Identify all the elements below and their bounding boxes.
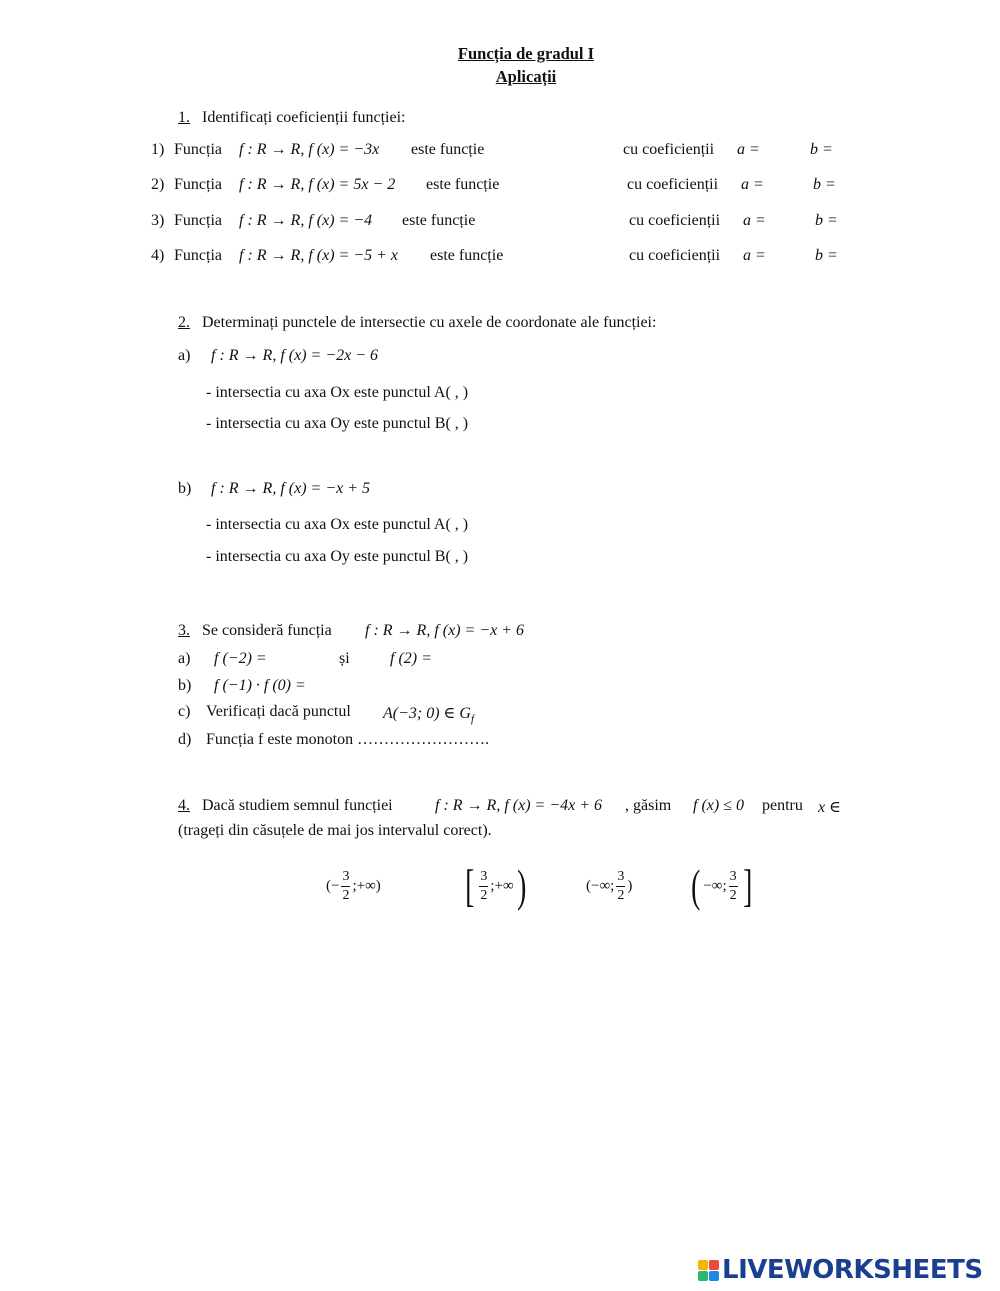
ex3-c-label: c) [178, 703, 191, 720]
ex1-row-label: Funcția [174, 247, 222, 264]
ex1-instruction: Identificați coeficienții funcției: [202, 109, 406, 126]
ex3-a-and: și [339, 650, 350, 667]
ex1-row-index: 2) [151, 176, 165, 193]
ex1-row-coef: cu coeficienții [623, 141, 715, 158]
ex4-text2: , găsim [625, 797, 672, 814]
liveworksheets-logo-icon [698, 1260, 719, 1281]
interval-fraction [616, 868, 625, 905]
ex2-part-label: b) [178, 480, 192, 497]
ex1-row-index: 1) [151, 141, 165, 158]
logo-tile [709, 1271, 719, 1281]
interval-option[interactable] [326, 862, 381, 910]
ex2-ox-intersection[interactable]: - intersectia cu axa Ox este punctul A( , ) [206, 384, 469, 401]
interval-right: ;+∞ [490, 877, 514, 894]
ex3-c-text: Verificați dacă punctul [206, 703, 351, 720]
ex3-formula: f : R → R, f (x) = −x + 6 [365, 622, 525, 639]
interval-right: ) [627, 877, 633, 894]
ex1-row-a[interactable]: a = [737, 141, 760, 158]
ex4-text3: pentru [762, 797, 803, 814]
fraction-denominator: 2 [480, 887, 488, 903]
interval-option[interactable] [688, 862, 755, 910]
ex2-part-formula: f : R → R, f (x) = −2x − 6 [211, 347, 379, 364]
interval-option[interactable] [462, 862, 529, 910]
ex4-condition-x: x ∈ [818, 799, 841, 816]
fraction-numerator: 3 [616, 868, 625, 887]
ex1-row-formula: f : R → R, f (x) = −5 + x [239, 247, 399, 264]
ex2-heading [178, 314, 656, 332]
ex2-instruction: Determinați punctele de intersectie cu axele de coordonate ale funcției: [202, 314, 657, 331]
brand-name: LIVEWORKSHEETS [722, 1255, 983, 1285]
ex3-b-label: b) [178, 677, 192, 694]
ex1-row-tail: este funcție [426, 176, 500, 193]
ex2-oy-intersection[interactable]: - intersectia cu axa Oy este punctul B( , ) [206, 415, 469, 432]
ex1-row-a[interactable]: a = [743, 212, 766, 229]
ex3-d-label: d) [178, 731, 192, 748]
ex3-a-expr1[interactable]: f (−2) = [214, 650, 267, 667]
interval-option[interactable] [586, 862, 632, 910]
ex3-d-text[interactable]: Funcția f este monoton ……………………. [206, 731, 490, 748]
interval-left: (− [326, 877, 340, 894]
ex1-row-b[interactable]: b = [810, 141, 833, 158]
ex1-number: 1. [178, 109, 190, 126]
ex3-b-expr[interactable]: f (−1) · f (0) = [214, 677, 306, 694]
ex1-row-coef: cu coeficienții [629, 212, 721, 229]
ex1-row-coef: cu coeficienții [627, 176, 719, 193]
ex1-row-a[interactable]: a = [741, 176, 764, 193]
ex2-number: 2. [178, 314, 190, 331]
ex1-row-b[interactable]: b = [813, 176, 836, 193]
fraction-denominator: 2 [342, 887, 350, 903]
ex4-text4: (trageți din căsuțele de mai jos intervalul corect). [178, 822, 492, 839]
logo-tile [698, 1271, 708, 1281]
ex4-text1: Dacă studiem semnul funcției [202, 797, 393, 814]
logo-tile [709, 1260, 719, 1270]
ex1-row-formula: f : R → R, f (x) = 5x − 2 [239, 176, 396, 193]
ex1-row-formula: f : R → R, f (x) = −4 [239, 212, 373, 229]
ex2-part-label: a) [178, 347, 191, 364]
ex4-condition: f (x) ≤ 0 [693, 797, 744, 814]
ex1-row-index: 3) [151, 212, 165, 229]
interval-fraction [341, 868, 350, 905]
ex1-row-label: Funcția [174, 176, 222, 193]
ex3-heading [178, 622, 332, 640]
ex3-c-expr-main: A(−3; 0) ∈ G [383, 705, 471, 722]
interval-fraction [479, 868, 488, 905]
ex1-row-formula: f : R → R, f (x) = −3x [239, 141, 380, 158]
liveworksheets-logo[interactable] [698, 1255, 983, 1285]
ex2-ox-intersection[interactable]: - intersectia cu axa Ox este punctul A( , ) [206, 516, 469, 533]
ex2-oy-intersection[interactable]: - intersectia cu axa Oy este punctul B( , ) [206, 548, 469, 565]
ex1-row-a[interactable]: a = [743, 247, 766, 264]
ex1-heading [178, 109, 405, 127]
ex3-intro: Se consideră funcția [202, 622, 332, 639]
ex1-row-coef: cu coeficienții [629, 247, 721, 264]
ex1-row-tail: este funcție [402, 212, 476, 229]
ex4-number: 4. [178, 797, 190, 814]
ex3-a-expr2[interactable]: f (2) = [390, 650, 432, 667]
interval-left: ( [691, 860, 701, 911]
ex3-c-expr[interactable] [383, 703, 474, 725]
ex1-row-label: Funcția [174, 212, 222, 229]
page-subtitle: Aplicații [495, 67, 557, 86]
interval-fraction [729, 868, 738, 905]
page-title: Funcția de gradul I [457, 44, 595, 63]
interval-pre: −∞; [703, 877, 727, 894]
ex3-number: 3. [178, 622, 190, 639]
interval-right: ;+∞) [352, 877, 381, 894]
interval-close: ) [516, 860, 526, 911]
fraction-denominator: 2 [617, 887, 625, 903]
ex3-c-expr-sub: f [470, 713, 475, 726]
ex4-formula: f : R → R, f (x) = −4x + 6 [435, 797, 603, 814]
interval-left: (−∞; [586, 877, 615, 894]
ex1-row-index: 4) [151, 247, 165, 264]
ex1-row-b[interactable]: b = [815, 247, 838, 264]
ex1-row-label: Funcția [174, 141, 222, 158]
ex1-row-tail: este funcție [430, 247, 504, 264]
ex1-row-tail: este funcție [411, 141, 485, 158]
ex4-heading [178, 797, 393, 815]
fraction-numerator: 3 [341, 868, 350, 887]
ex3-a-label: a) [178, 650, 191, 667]
fraction-denominator: 2 [729, 887, 737, 903]
fraction-numerator: 3 [479, 868, 488, 887]
fraction-numerator: 3 [729, 868, 738, 887]
interval-left: [ [465, 860, 475, 911]
interval-close: ] [742, 860, 752, 911]
ex1-row-b[interactable]: b = [815, 212, 838, 229]
logo-tile [698, 1260, 708, 1270]
ex2-part-formula: f : R → R, f (x) = −x + 5 [211, 480, 371, 497]
